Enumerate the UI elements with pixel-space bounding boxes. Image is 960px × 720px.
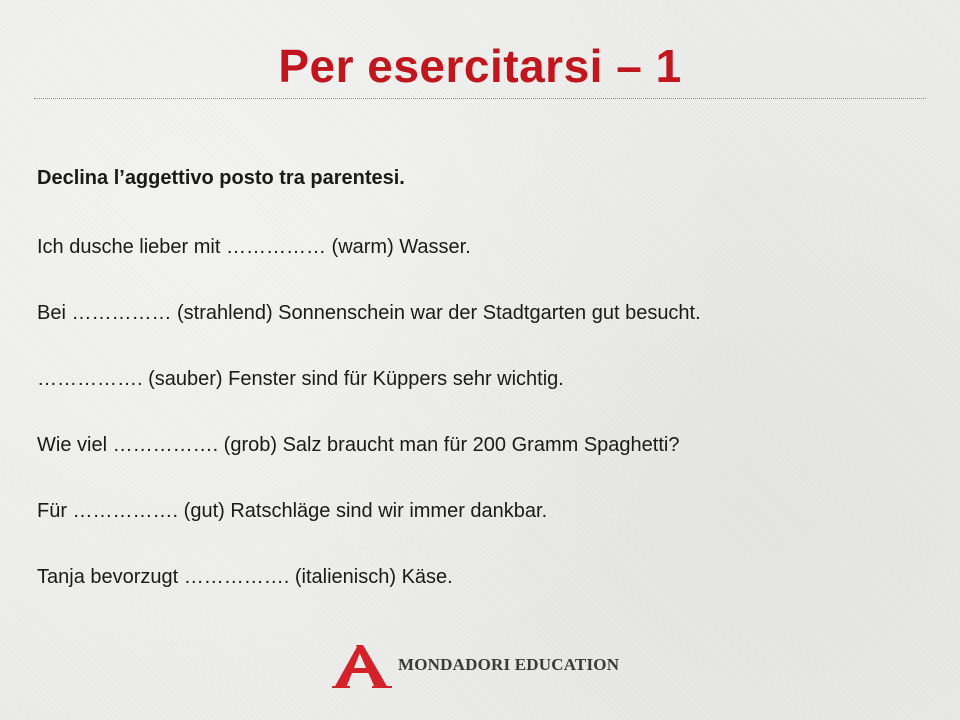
- exercise-list: [37, 232, 937, 628]
- exercise-sentence-1: Ich dusche lieber mit …………… (warm) Wasser.: [37, 236, 471, 258]
- exercise-sentence-5: Für ……………. (gut) Ratschläge sind wir immer dankbar.: [37, 500, 548, 522]
- instruction-text: Declina l’aggettivo posto tra parentesi.: [37, 167, 405, 189]
- publisher-name: MONDADORI EDUCATION: [398, 655, 620, 674]
- exercise-sentence-2: Bei …………… (strahlend) Sonnenschein war der Stadtgarten gut besucht.: [37, 302, 701, 324]
- publisher-logo: [332, 643, 632, 689]
- exercise-sentence-4: Wie viel ……………. (grob) Salz braucht man für 200 Gramm Spaghetti?: [37, 434, 680, 456]
- slide-title: Per esercitarsi – 1: [278, 40, 682, 92]
- title-divider: [34, 98, 926, 99]
- exercise-sentence-6: Tanja bevorzugt ……………. (italienisch) Käse.: [37, 566, 453, 588]
- exercise-sentence-3: ……………. (sauber) Fenster sind für Küppers sehr wichtig.: [37, 368, 564, 390]
- mondadori-a-logo-icon: [332, 643, 394, 689]
